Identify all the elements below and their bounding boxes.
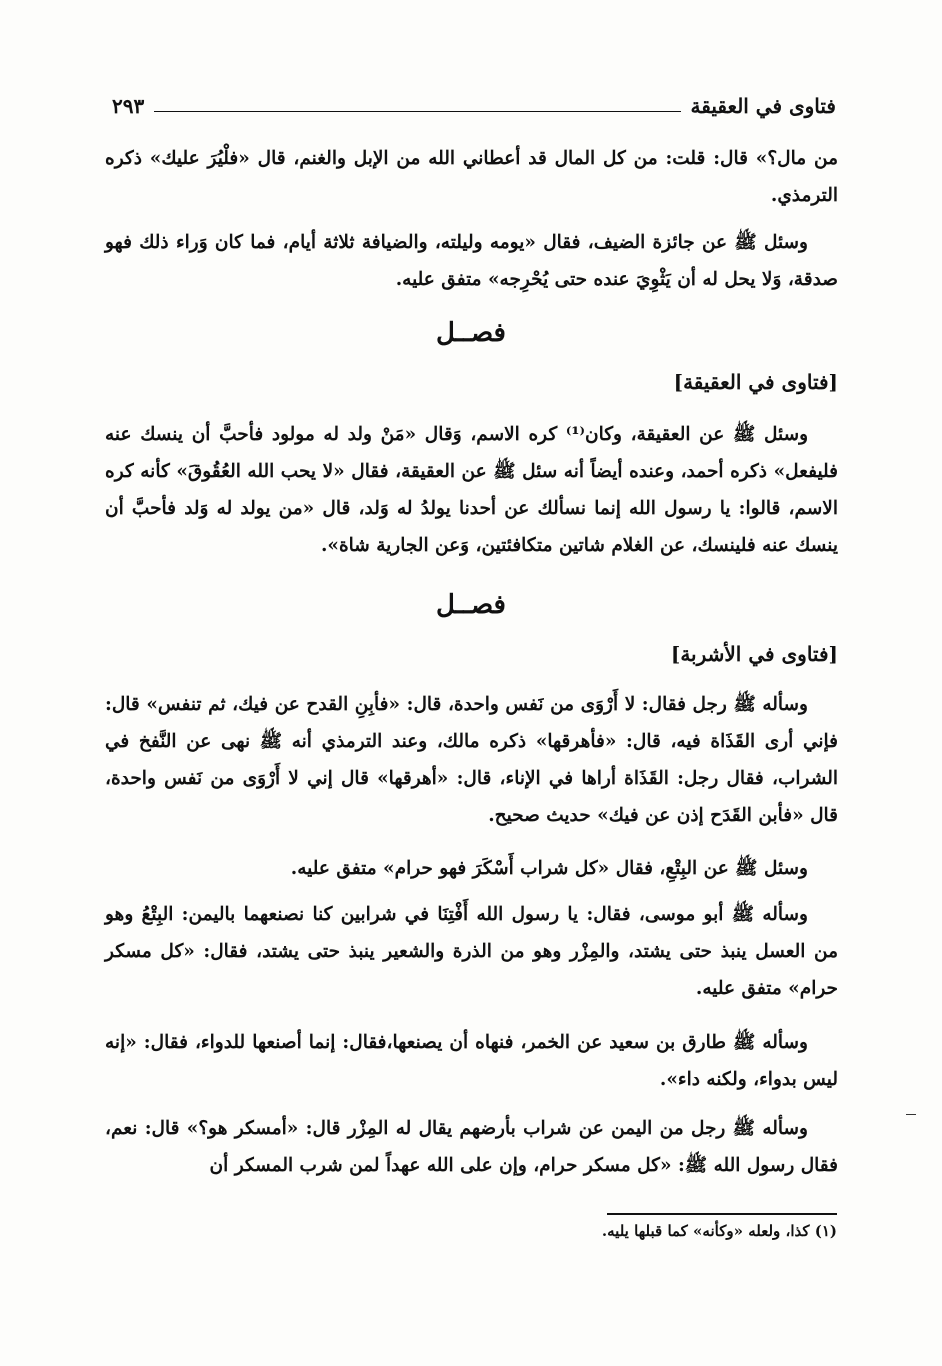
paragraph-text: وسأله ﷺ رجل فقال: لا أَرْوَى من نَفس واحدة، قال: «فأبِنِ القدح عن فيك، ثم تنفس» قال: فإني أرى القَذَاة فيه، قال: «فأهرقها» ذكره مالك، وعند الترمذي أنه ﷺ نهى عن النَّفخ في الشراب، فقال رجل: القَذَاة أراها في الإناء، قال: «أهرقها» قال إني لا أَرْوَى من نَفس واحدة، قال «فأبن القَدَح إذن عن فيك» حديث صحيح. xyxy=(105,694,838,826)
running-title: فتاوى في العقيقة xyxy=(690,94,836,118)
page-header xyxy=(112,88,836,118)
paragraph-drinks-4 xyxy=(105,1024,838,1098)
paragraph-text: وسأله ﷺ أبو موسى، فقال: يا رسول الله أَفْتِنَا في شرابين كنا نصنعهما باليمن: البِتْعُ وهو من العسل ينبذ حتى يشتد، والمِزْر وهو من الذرة والشعير ينبذ حتى يشتد، فقال: «كل مسكر حرام» متفق عليه. xyxy=(105,904,838,999)
section-title-aqiqa: [فتاوى في العقيقة] xyxy=(673,370,838,394)
paragraph-text: وسئل ﷺ عن العقيقة، وكان⁽¹⁾ كره الاسم، وَقال «مَنْ ولد له مولود فأحبَّ أن ينسك عنه فليفعل» ذكره أحمد، وعنده أيضاً أنه سئل ﷺ عن العقيقة، فقال «لا يحب الله العُقُوقَ» كأنه كره الاسم، قالوا: يا رسول الله إنما نسألك عن أحدنا يولدُ له وَلد، قال «من يولد له وَلد فأحبَّ أن ينسك عنه فلينسك، عن الغلام شاتين متكافئتين، وَعن الجارية شاة». xyxy=(105,424,838,556)
paragraph-text: وسأله ﷺ طارق بن سعيد عن الخمر، فنهاه أن يصنعها،فقال: إنما أصنعها للدواء، فقال: «إنه ليس بدواء، ولكنه داء». xyxy=(105,1032,838,1090)
paragraph-drinks-3 xyxy=(105,896,838,1007)
paragraph-drinks-1 xyxy=(105,686,838,834)
paragraph-continuation xyxy=(105,140,838,214)
paragraph-drinks-5 xyxy=(105,1110,838,1184)
footnote: (١) كذا، ولعله «وكأنه» كما قبلها يليه. xyxy=(601,1222,837,1240)
paragraph-text: وسئل ﷺ عن البِتْعِ، فقال «كل شراب أَسْكَرَ فهو حرام» متفق عليه. xyxy=(290,858,808,879)
paragraph-guest xyxy=(105,224,838,298)
section-divider-fasl-1: فصــل xyxy=(436,318,506,348)
paragraph-text: وسأله ﷺ رجل من اليمن عن شراب بأرضهم يقال له المِزْر قال: «أمسكر هو؟» قال: نعم، فقال رسول الله ﷺ: «كل مسكر حرام، وإن على الله عهداً لمن شرب المسكر أن xyxy=(105,1118,838,1176)
paragraph-drinks-2 xyxy=(105,850,838,887)
section-divider-fasl-2: فصــل xyxy=(436,590,506,620)
header-rule xyxy=(154,111,680,112)
paragraph-aqiqa xyxy=(105,416,838,564)
paragraph-text: من مال؟» قال: قلت: من كل المال قد أعطاني الله من الإبل والغنم، قال «فلْيُرَ عليك» ذكره الترمذي. xyxy=(105,148,838,206)
scan-mark xyxy=(906,1114,916,1115)
paragraph-text: وسئل ﷺ عن جائزة الضيف، فقال «يومه وليلته، والضيافة ثلاثة أيام، فما كان وَراء ذلك فهو صدقة، وَلا يحل له أن يَثْوِيَ عنده حتى يُحْرِجه» متفق عليه. xyxy=(105,232,838,290)
page-number: ٢٩٣ xyxy=(112,94,145,118)
footnote-rule xyxy=(607,1213,837,1215)
section-title-drinks: [فتاوى في الأشربة] xyxy=(670,642,838,666)
